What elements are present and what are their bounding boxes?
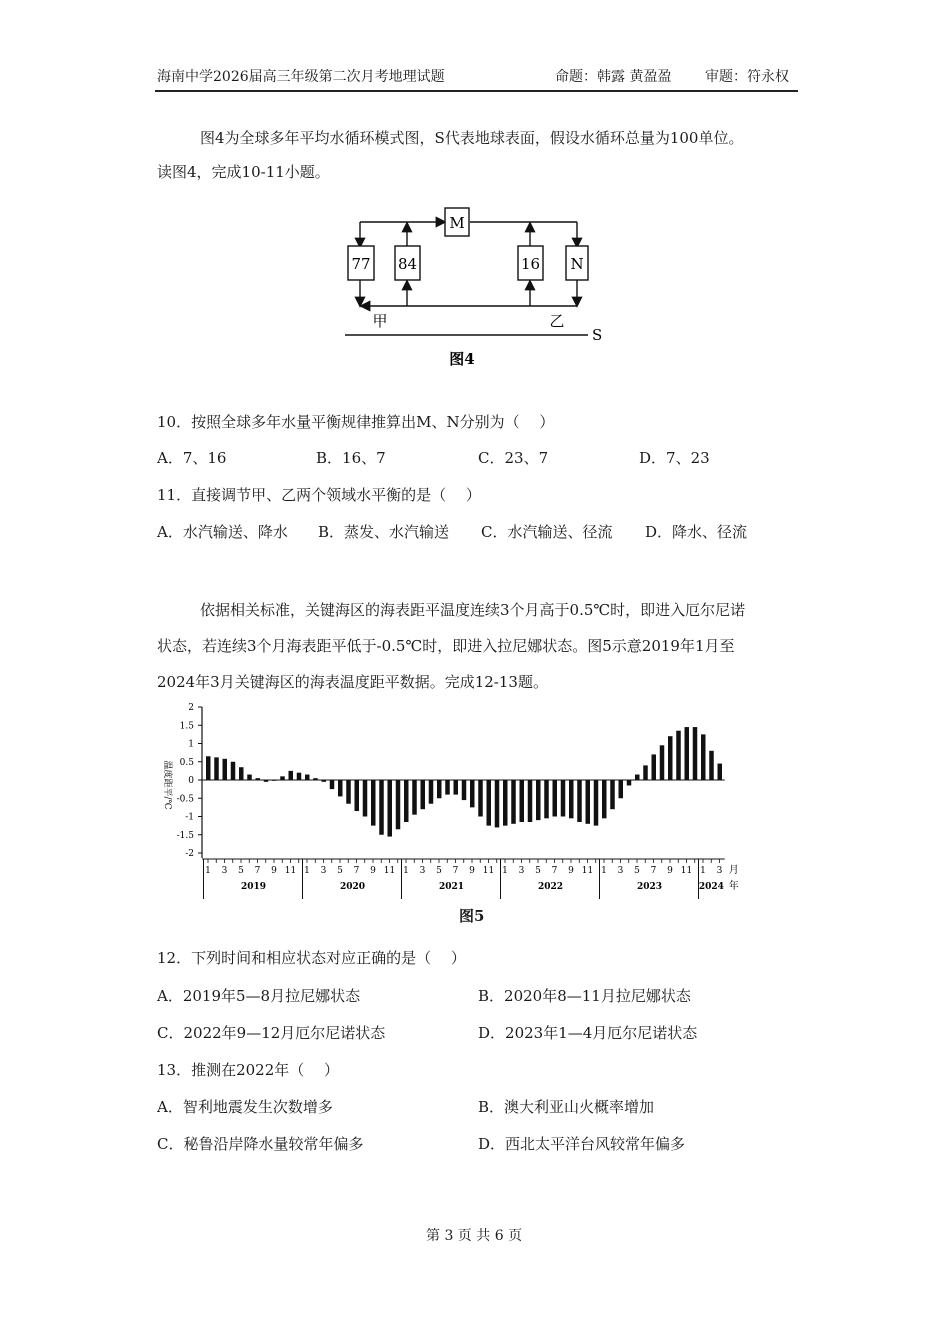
bar [371, 780, 376, 826]
label-yi: 乙 [549, 312, 565, 330]
label-77: 77 [351, 255, 371, 273]
bar [313, 778, 318, 780]
q11-option-c: C．水汽输送、径流 [481, 523, 613, 541]
bar [412, 780, 417, 815]
x-tick-label: 5 [436, 866, 442, 876]
y-tick-label: -2 [185, 849, 194, 859]
bar [652, 754, 657, 780]
bar [388, 780, 393, 837]
bar [610, 780, 615, 809]
x-tick-label: 1 [304, 866, 310, 876]
x-tick-label: 3 [716, 866, 723, 876]
q11-option-b: B．蒸发、水汽输送 [318, 523, 450, 541]
x-tick-label: 3 [419, 866, 426, 876]
bar [280, 776, 285, 780]
q11-option-a: A．水汽输送、降水 [157, 523, 288, 541]
x-tick-label: 5 [238, 866, 244, 876]
q11-option-d: D．降水、径流 [645, 523, 748, 541]
y-tick-label: 1.5 [179, 721, 194, 732]
bar [660, 745, 665, 780]
bar [668, 736, 673, 780]
x-tick-label: 9 [469, 866, 475, 876]
bar [602, 780, 607, 818]
bar [495, 780, 500, 827]
bar [346, 780, 351, 804]
bar [643, 765, 648, 780]
q12-stem: 12．下列时间和相应状态对应正确的是（ ） [157, 949, 466, 967]
bar [305, 775, 310, 780]
q13-option-b: B．澳大利亚山火概率增加 [478, 1098, 655, 1116]
x-tick-label: 9 [271, 866, 277, 876]
bar [594, 780, 599, 826]
bar [561, 780, 566, 817]
bar [528, 780, 533, 822]
q10-option-c: C．23、7 [478, 449, 549, 467]
y-tick-label: 2 [188, 703, 194, 713]
bar [619, 780, 624, 798]
x-tick-label: 1 [601, 866, 607, 876]
x-tick-label: 7 [254, 866, 261, 876]
x-tick-label: 1 [700, 866, 706, 876]
label-s: S [592, 326, 603, 344]
x-tick-label: 5 [337, 866, 343, 876]
x-tick-label: 9 [667, 866, 673, 876]
bar [569, 780, 574, 818]
x-tick-label: 11 [581, 866, 594, 876]
header-rule [155, 90, 798, 92]
water-cycle-diagram [340, 198, 620, 373]
q13-option-c: C．秘鲁沿岸降水量较常年偏多 [157, 1135, 364, 1153]
x-tick-label: 7 [452, 866, 459, 876]
q10-stem: 10．按照全球多年水量平衡规律推算出M、N分别为（ ） [157, 413, 555, 431]
y-tick-label: 1 [188, 739, 194, 750]
bar [379, 780, 384, 835]
bar [256, 778, 261, 780]
x-year-label: 2023 [636, 882, 663, 892]
y-tick-label: -1.5 [176, 830, 194, 841]
x-tick-label: 3 [320, 866, 327, 876]
q11-stem: 11．直接调节甲、乙两个领域水平衡的是（ ） [157, 486, 481, 504]
y-axis-label: 温度距平/℃ [162, 760, 172, 810]
x-year-label: 2024 [698, 882, 724, 892]
x-year-label: 2021 [438, 882, 465, 892]
x-year-label: 2019 [240, 882, 267, 892]
bar [709, 751, 714, 780]
x-tick-label: 1 [205, 866, 211, 876]
q10-option-d: D．7、23 [639, 449, 710, 467]
bar [272, 780, 277, 781]
bar [231, 762, 236, 780]
y-tick-label: -0.5 [176, 794, 194, 805]
bar [404, 780, 409, 822]
bar [676, 731, 681, 780]
bar [701, 734, 706, 780]
sst-anomaly-chart [140, 700, 760, 900]
label-16: 16 [520, 255, 541, 273]
bar [214, 757, 219, 780]
bar [635, 775, 640, 780]
figure5-caption: 图5 [459, 907, 485, 925]
header-authors: 命题：韩露 黄盈盈 [555, 69, 672, 85]
bar [355, 780, 360, 811]
x-year-label: 2020 [339, 882, 366, 892]
x-tick-label: 7 [353, 866, 360, 876]
q12-option-d: D．2023年1—4月厄尔尼诺状态 [478, 1024, 698, 1042]
intro-fig5-line1: 依据相关标准，关键海区的海表距平温度连续3个月高于0.5℃时，即进入厄尔尼诺 [200, 601, 746, 619]
x-tick-label: 7 [551, 866, 558, 876]
bar [297, 773, 302, 780]
bar [627, 780, 632, 785]
bar [586, 780, 591, 824]
label-m: M [449, 214, 465, 232]
bar [223, 759, 228, 780]
label-jia: 甲 [372, 312, 388, 330]
bar [577, 780, 582, 822]
q12-option-b: B．2020年8—11月拉尼娜状态 [478, 987, 691, 1005]
bar [322, 780, 327, 782]
bar [511, 780, 516, 824]
q10-option-a: A．7、16 [157, 449, 227, 467]
bar [264, 780, 269, 782]
q13-option-a: A．智利地震发生次数增多 [157, 1098, 333, 1116]
y-tick-label: 0.5 [179, 757, 194, 768]
label-84: 84 [397, 255, 418, 273]
bar [470, 780, 475, 807]
intro-fig4-line1: 图4为全球多年平均水循环模式图，S代表地球表面，假设水循环总量为100单位。 [200, 129, 744, 147]
intro-fig5-line3: 2024年3月关键海区的海表温度距平数据。完成12-13题。 [157, 673, 548, 691]
x-tick-label: 11 [383, 866, 396, 876]
intro-fig5-line2: 状态，若连续3个月海表距平低于-0.5℃时，即进入拉尼娜状态。图5示意2019年1月至 [157, 637, 735, 655]
bar [462, 780, 467, 800]
x-tick-label: 11 [284, 866, 297, 876]
x-tick-label: 9 [370, 866, 376, 876]
bar [685, 727, 690, 780]
year-unit-label: 年 [728, 881, 739, 892]
bar [289, 771, 294, 780]
x-tick-label: 11 [680, 866, 693, 876]
q13-option-d: D．西北太平洋台风较常年偏多 [478, 1135, 686, 1153]
x-year-label: 2022 [537, 882, 564, 892]
bar [478, 780, 483, 817]
bar [536, 780, 541, 820]
bar [445, 780, 450, 795]
bar [544, 780, 549, 818]
x-tick-label: 3 [518, 866, 525, 876]
bar [718, 764, 723, 780]
x-tick-label: 3 [221, 866, 228, 876]
x-tick-label: 1 [403, 866, 409, 876]
bar [206, 756, 211, 780]
bar [421, 780, 426, 809]
bar [503, 780, 508, 826]
header-title: 海南中学2026届高三年级第二次月考地理试题 [157, 69, 445, 85]
bar [437, 780, 442, 798]
header-reviewer: 审题：符永权 [705, 69, 789, 85]
page-footer: 第 3 页 共 6 页 [426, 1228, 523, 1244]
x-tick-label: 7 [650, 866, 657, 876]
x-tick-label: 9 [568, 866, 574, 876]
figure4-caption: 图4 [449, 350, 475, 368]
bar [239, 767, 244, 780]
q12-option-a: A．2019年5—8月拉尼娜状态 [157, 987, 361, 1005]
y-tick-label: 0 [188, 776, 194, 786]
y-tick-label: -1 [185, 812, 194, 823]
intro-fig4-line2: 读图4，完成10-11小题。 [157, 163, 330, 181]
label-n: N [570, 255, 584, 273]
bar [363, 780, 368, 817]
bar [429, 780, 434, 804]
x-tick-label: 5 [535, 866, 541, 876]
x-tick-label: 1 [502, 866, 508, 876]
bar [553, 780, 558, 817]
bar [247, 775, 252, 780]
bar [338, 780, 343, 796]
bar [330, 780, 335, 789]
x-tick-label: 3 [617, 866, 624, 876]
q10-option-b: B．16、7 [316, 449, 386, 467]
bar [520, 780, 525, 822]
bar [693, 727, 698, 780]
month-unit-label: 月 [728, 865, 739, 876]
bar [454, 780, 459, 795]
bar [487, 780, 492, 826]
q13-stem: 13．推测在2022年（ ） [157, 1061, 340, 1079]
bar [396, 780, 401, 829]
q12-option-c: C．2022年9—12月厄尔尼诺状态 [157, 1024, 386, 1042]
x-tick-label: 5 [634, 866, 640, 876]
x-tick-label: 11 [482, 866, 495, 876]
